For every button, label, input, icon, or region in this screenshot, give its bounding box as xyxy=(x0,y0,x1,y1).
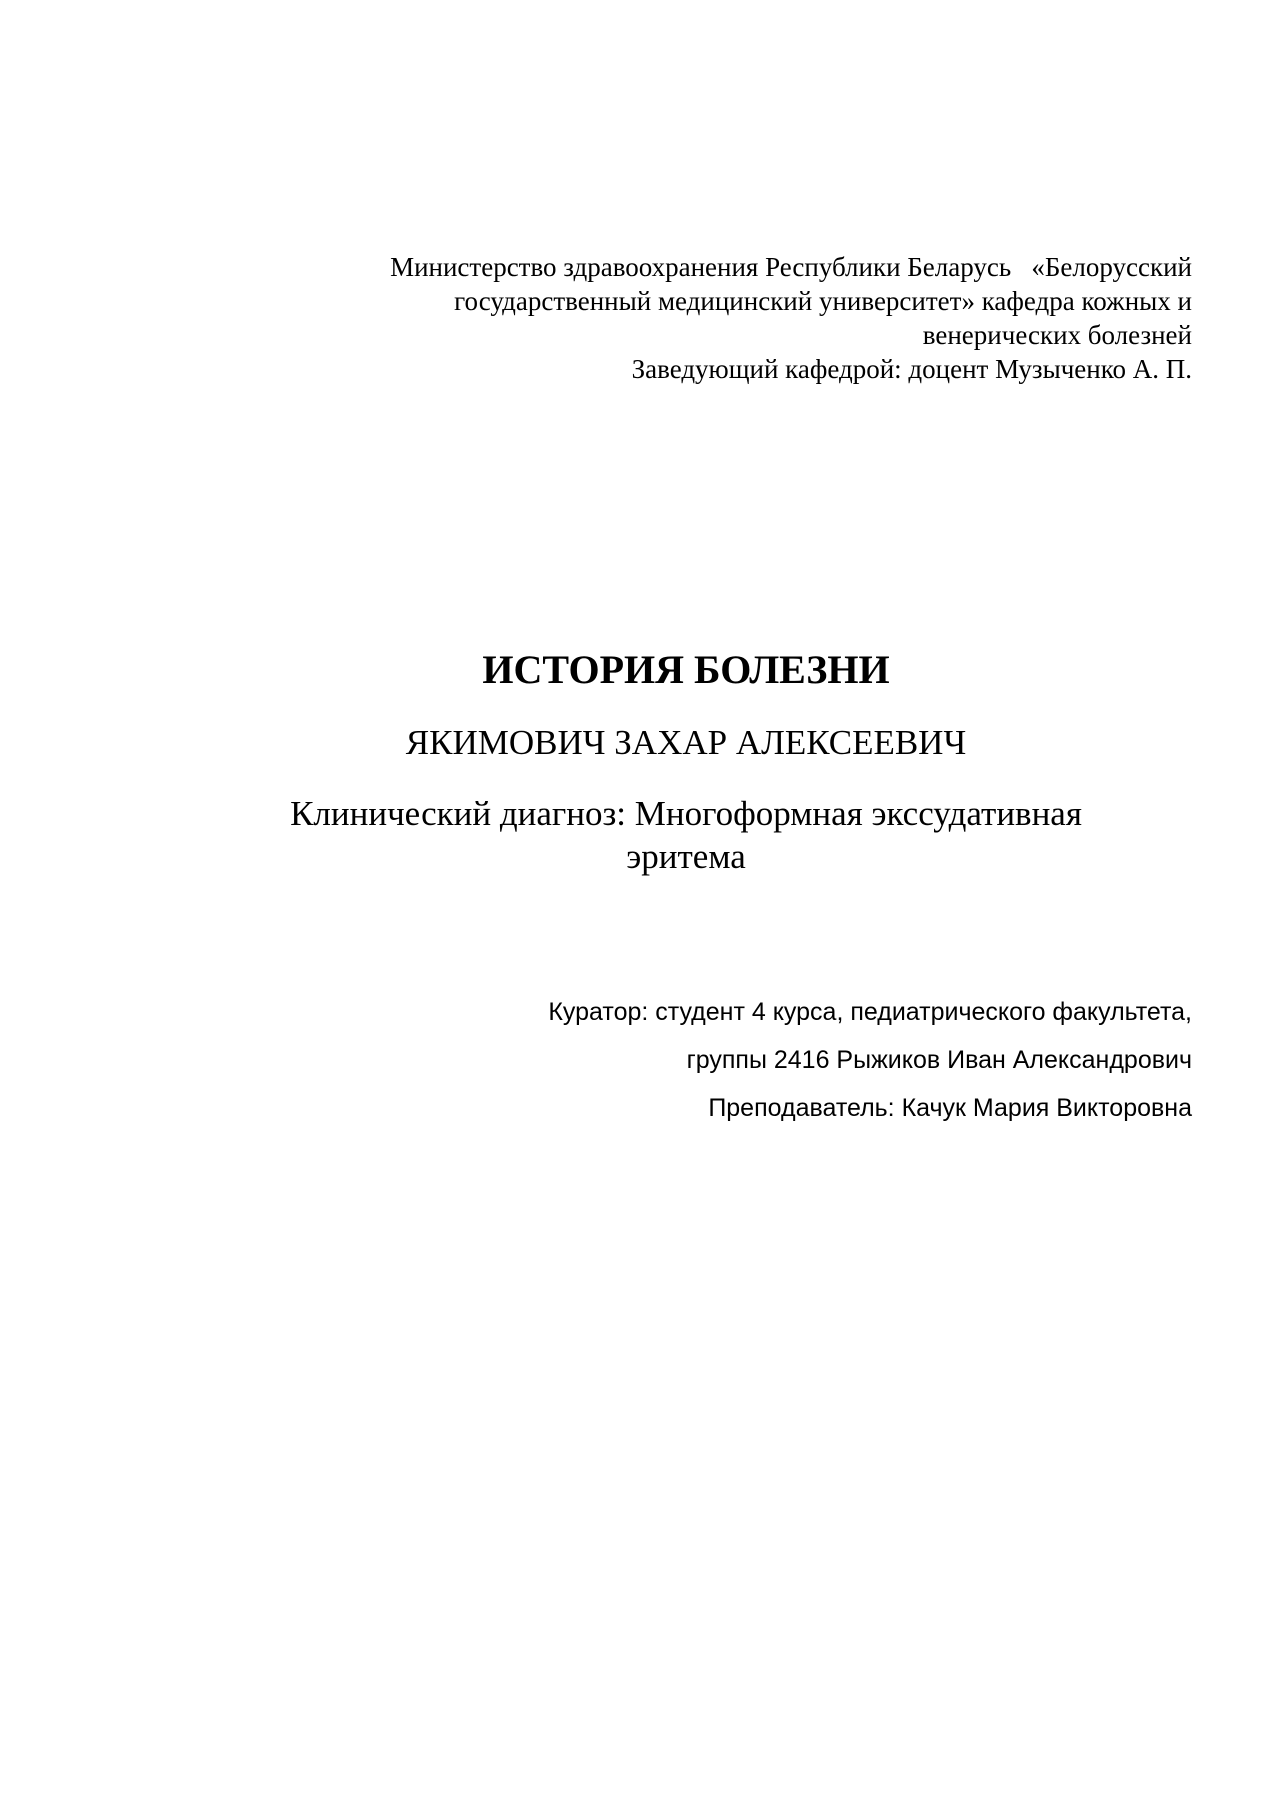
institution-line-ministry: Министерство здравоохранения Республики Беларусь «Белорусский xyxy=(390,252,1192,282)
diagnosis-line-2: эритема xyxy=(626,837,746,876)
document-title: ИСТОРИЯ БОЛЕЗНИ xyxy=(482,647,890,692)
title-block xyxy=(200,646,1172,878)
diagnosis-line-1: Клинический диагноз: Многоформная экссудативная xyxy=(290,794,1082,833)
department-head: Заведующий кафедрой: доцент Музыченко А. П. xyxy=(631,354,1192,384)
curator-line: Куратор: студент 4 курса, педиатрического факультета, xyxy=(548,998,1192,1026)
curator-block xyxy=(300,988,1192,1132)
clinical-diagnosis xyxy=(200,792,1172,878)
institution-line-department: венерических болезней xyxy=(922,320,1192,350)
patient-name: ЯКИМОВИЧ ЗАХАР АЛЕКСЕЕВИЧ xyxy=(405,723,967,762)
teacher-line: Преподаватель: Качук Мария Викторовна xyxy=(708,1094,1192,1122)
curator-group-line: группы 2416 Рыжиков Иван Александрович xyxy=(686,1046,1192,1074)
institution-line-university: государственный медицинский университет» кафедра кожных и xyxy=(454,286,1192,316)
institution-header xyxy=(240,250,1192,386)
